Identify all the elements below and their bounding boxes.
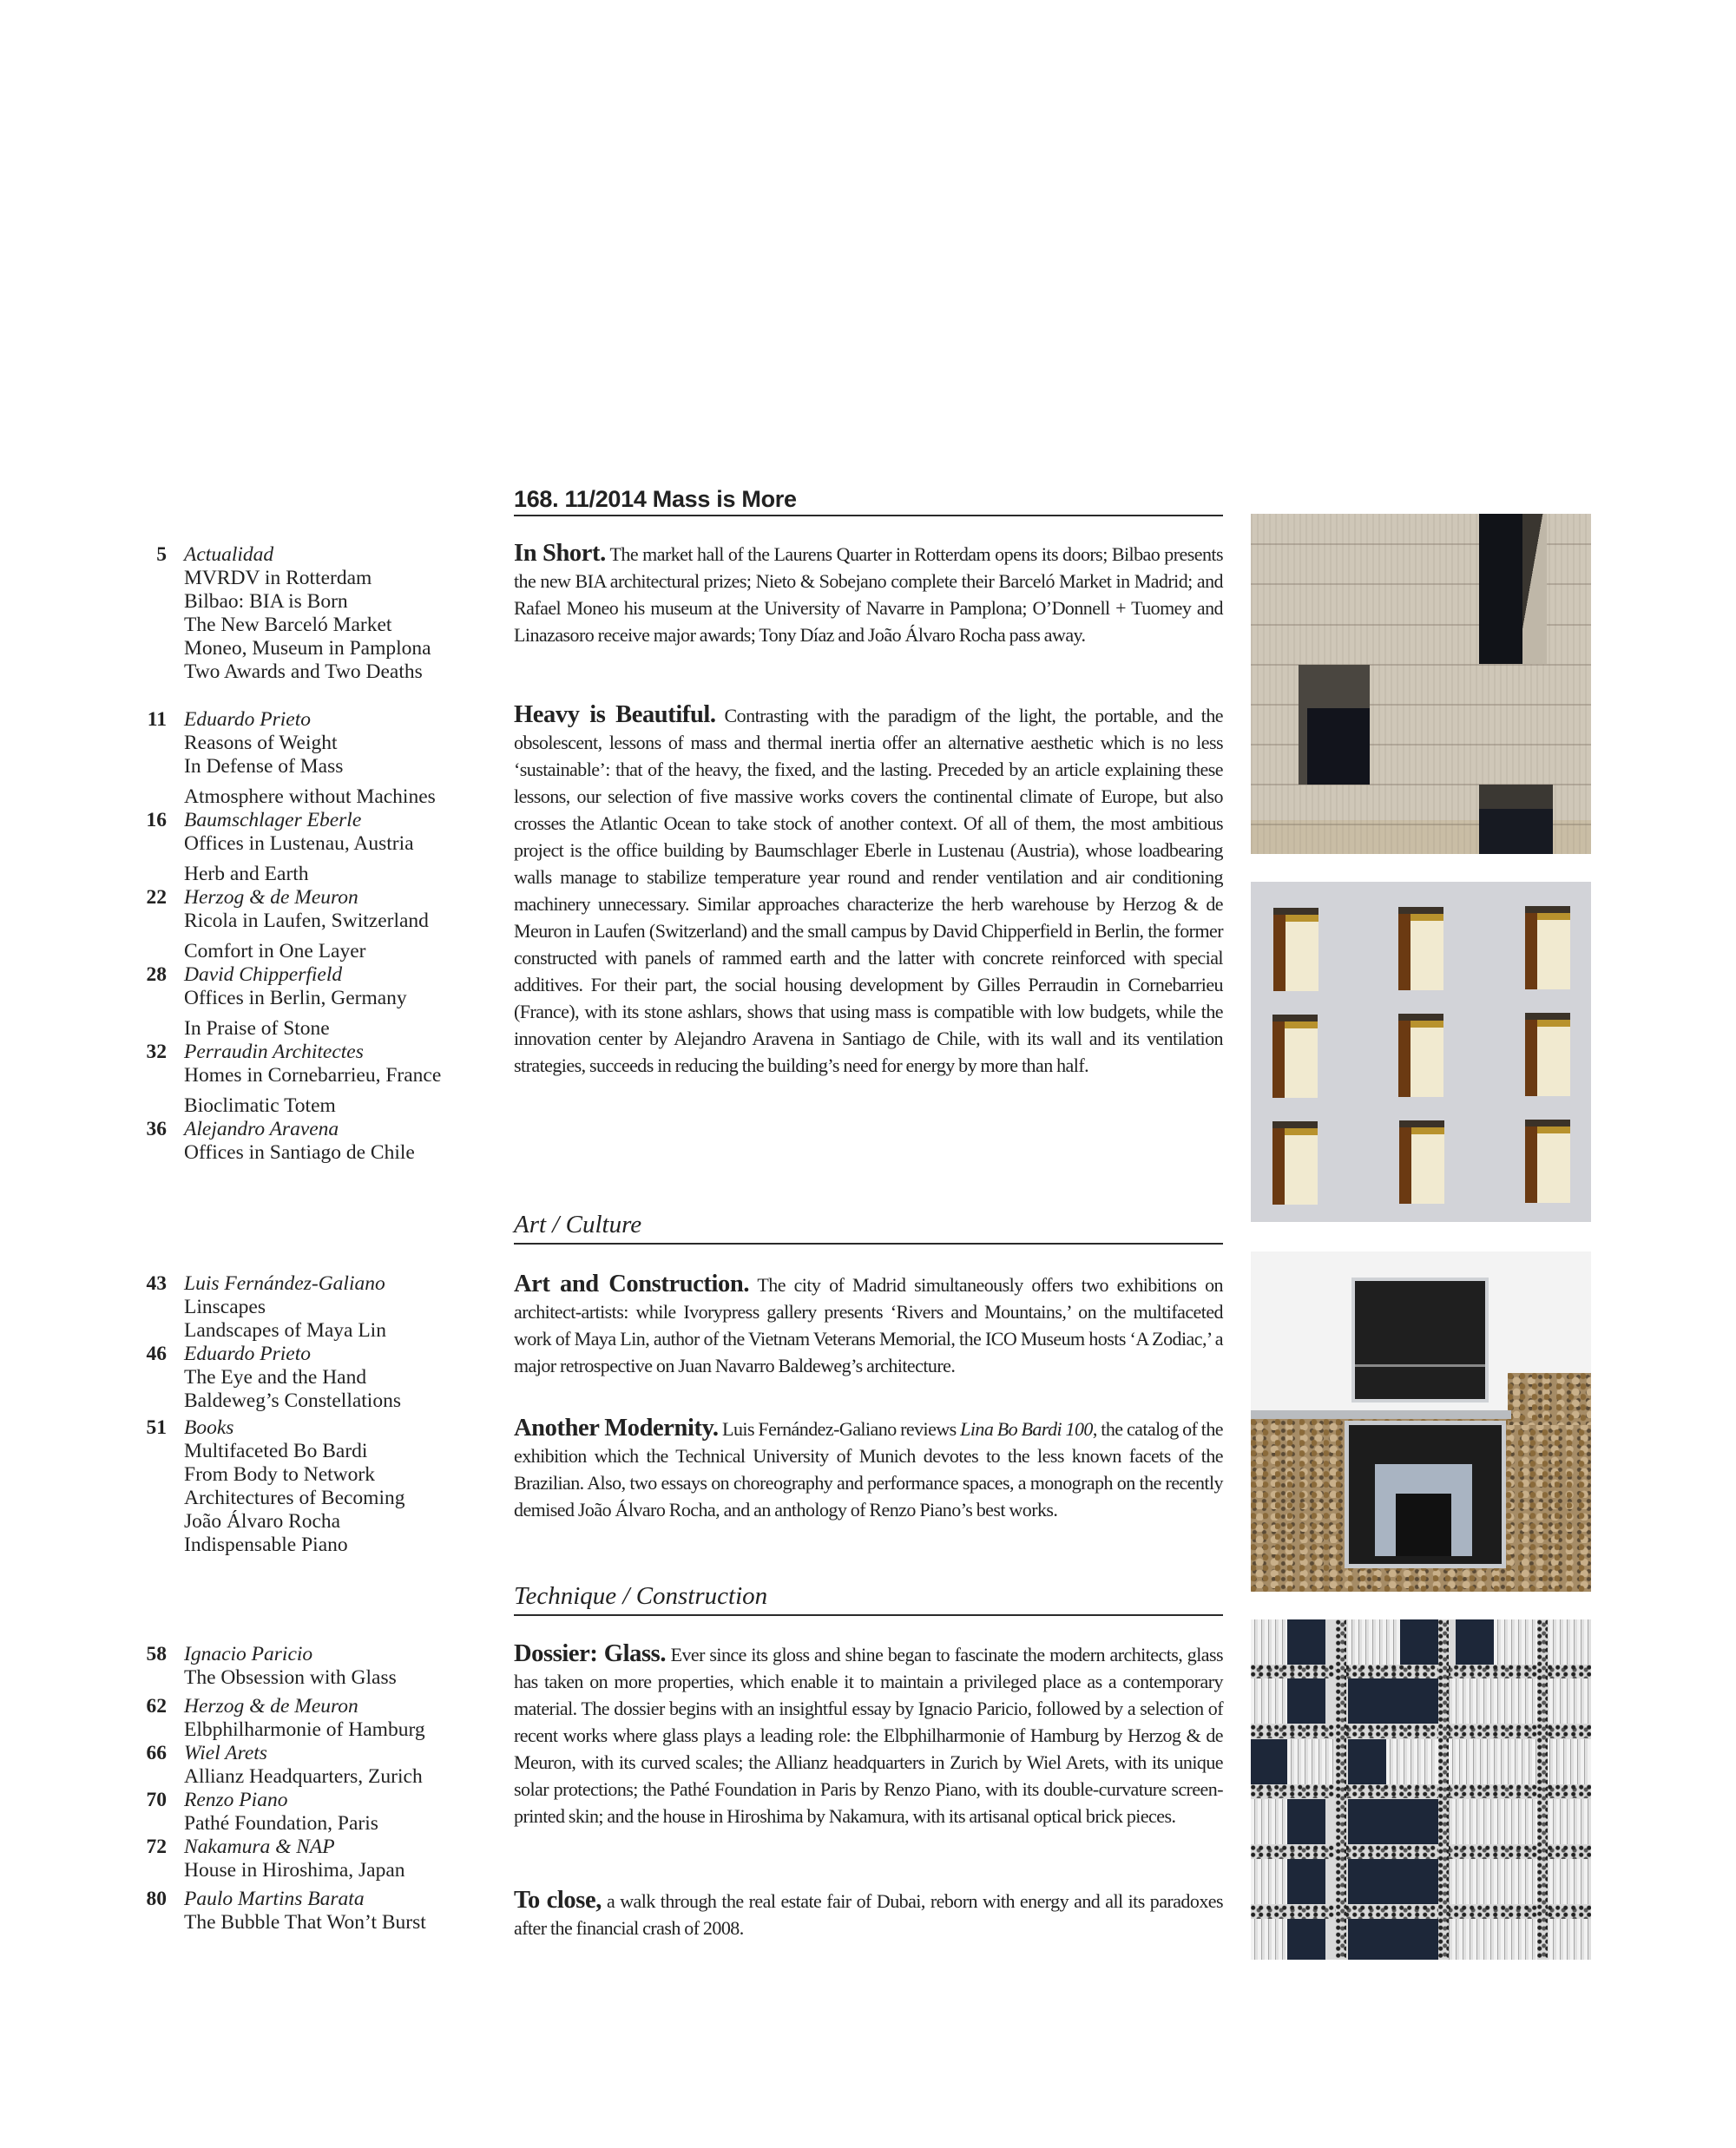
paragraph-lead: In Short. [514, 540, 606, 567]
paragraph-body: Contrasting with the paradigm of the light, the portable, and the obsolescent, lessons of mass and thermal inertia offer an alternative aesthetic which is no less ‘sustainable’: that of the heavy, the fixed, and the lasting. Preceded by an article explaining these lessons, our selection of five massive works covers the continental climate of Europe, but also crosses the Atlantic Ocean to take stock of another context. Of all of them, the most ambitious project is the office building by Baumschlager Eberle in Lustenau (Austria), whose loadbearing walls manage to stabilize temperature year round and render ventilation and air conditioning machinery unnecessary. Similar approaches characterize the herb warehouse by Herzog & de Meuron in Laufen (Switzerland) and the small campus by David Chipperfield in Berlin, the former constructed with panels of rammed earth and the latter with concrete reinforced with special additives. For their part, the social housing development by Gilles Perraudin in Cornebarrieu (France), with its stone ashlars, shows that using mass is compatible with low budgets, while the innovation center by Alejandro Aravena in Santiago de Chile, with its wall and its ventilation strategies, succeeds in reducing the building’s need for energy by more than half. [514, 705, 1224, 1076]
toc-author: Eduardo Prieto [184, 1343, 311, 1365]
toc-title: MVRDV in Rotterdam [184, 567, 372, 589]
paragraph-body: Luis Fernández-Galiano reviews [718, 1418, 961, 1440]
paragraph-art-and-construction [514, 1271, 1223, 1379]
page-number: 36 [146, 1118, 167, 1140]
toc-entry [130, 1742, 486, 1789]
toc-title: Multifaceted Bo Bardi [184, 1440, 368, 1462]
toc-author: Wiel Arets [184, 1742, 267, 1764]
toc-author: David Chipperfield [184, 963, 343, 986]
page-number: 72 [146, 1836, 167, 1858]
paragraph-lead: Dossier: Glass. [514, 1640, 667, 1667]
toc-group-art-culture [130, 1272, 486, 1557]
page-number: 11 [147, 708, 167, 731]
toc-title: House in Hiroshima, Japan [184, 1859, 405, 1882]
toc-title: Allianz Headquarters, Zurich [184, 1765, 423, 1788]
toc-author: Eduardo Prieto [184, 708, 311, 731]
page-number: 66 [146, 1742, 167, 1764]
paragraph-dossier-glass [514, 1640, 1223, 1829]
paragraph-body: The market hall of the Laurens Quarter in Rotterdam opens its doors; Bilbao presents the new BIA architectural prizes; Nieto & Sobejano complete their Barceló Market in Madrid; and Rafael Moneo his museum at the University of Navarre in Pamplona; O’Donnell + Tuomey and Linazasoro receive major awards; Tony Díaz and João Álvaro Rocha pass away. [514, 543, 1223, 646]
toc-entry [130, 1789, 486, 1836]
page-number: 70 [146, 1789, 167, 1811]
toc-title: Elbphilharmonie of Hamburg [184, 1718, 425, 1741]
toc-title: From Body to Network [184, 1463, 375, 1486]
page-number: 28 [146, 963, 167, 986]
toc-title: Landscapes of Maya Lin [184, 1319, 386, 1342]
toc-title: The Eye and the Hand [184, 1366, 367, 1389]
paragraph-body: The city of Madrid simultaneously offers two exhibitions on architect-artists: while Ivorypress gallery presents ‘Rivers and Mountains,’ on the multifaceted work of Maya Lin, author of the Vietnam Veterans Memorial, the ICO Museum hosts ‘A Zodiac,’ a major retrospective on Juan Navarro Baldeweg’s architecture. [514, 1274, 1223, 1376]
paragraph-lead: Heavy is Beautiful. [514, 701, 716, 728]
toc-entry [130, 1416, 486, 1557]
toc-entry [130, 1888, 486, 1935]
toc-title: Bilbao: BIA is Born [184, 590, 348, 613]
page-number: 51 [146, 1416, 167, 1439]
page-number: 22 [146, 886, 167, 909]
toc-subtitle: Offices in Lustenau, Austria [184, 832, 414, 855]
paragraph-to-close [514, 1887, 1223, 1941]
toc-title: In Defense of Mass [184, 755, 344, 778]
toc-title: The New Barceló Market [184, 614, 392, 636]
toc-subtitle: Offices in Berlin, Germany [184, 987, 407, 1009]
toc-entry [130, 1094, 486, 1165]
paragraph-body: Ever since its gloss and shine began to fascinate the modern architects, glass has taken on more properties, which enable it to maintain a privileged place as a contemporary material. The dossier begins with an insightful essay by Ignacio Paricio, followed by a selection of recent works where glass plays a leading role: the Elbphilharmonie of Hamburg by Herzog & de Meuron, with its curved scales; the Allianz headquarters in Zurich by Wiel Arets, with its unique solar protections; the Pathé Foundation in Paris by Renzo Piano, with its double-curvature screen-printed skin; and the house in Hiroshima by Nakamura, with its artisanal optical brick pieces. [514, 1644, 1224, 1827]
toc-author: Herzog & de Meuron [184, 886, 358, 909]
toc-entry [130, 1836, 486, 1882]
toc-author: Alejandro Aravena [184, 1118, 339, 1140]
toc-entry [130, 785, 486, 856]
toc-entry [130, 1695, 486, 1742]
stone-wall-window-photo [1251, 1251, 1591, 1592]
toc-author: Renzo Piano [184, 1789, 288, 1811]
toc-entry [130, 708, 486, 778]
issue-header: 168. 11/2014 Mass is More [514, 486, 1223, 516]
toc-author: Ignacio Paricio [184, 1643, 313, 1665]
toc-entry [130, 1343, 486, 1413]
toc-subtitle: Offices in Santiago de Chile [184, 1141, 415, 1164]
glass-grid-facade-photo [1251, 1619, 1591, 1960]
toc-author: Books [184, 1416, 234, 1439]
toc-group-mass [130, 708, 486, 1165]
paragraph-another-modernity [514, 1415, 1223, 1523]
paragraph-lead: Another Modernity. [514, 1415, 719, 1442]
toc-title: Two Awards and Two Deaths [184, 660, 423, 683]
toc-subtitle: Ricola in Laufen, Switzerland [184, 910, 429, 932]
paragraph-in-short [514, 540, 1223, 648]
page-number: 62 [146, 1695, 167, 1718]
section-heading-art-culture: Art / Culture [514, 1210, 1223, 1245]
toc-author: Perraudin Architectes [184, 1041, 364, 1063]
paragraph-lead: Art and Construction. [514, 1271, 750, 1297]
page-number: 80 [146, 1888, 167, 1910]
toc-entry [130, 1272, 486, 1343]
toc-author: Nakamura & NAP [184, 1836, 335, 1858]
toc-entry [130, 1017, 486, 1087]
toc-title: In Praise of Stone [184, 1017, 330, 1040]
toc-title: Baldeweg’s Constellations [184, 1389, 401, 1412]
paragraph-body: , the catalog of the exhibition which the Technical University of Munich devotes to the less known facets of the Brazilian. Also, two essays on choreography and performance spaces, a monograph on the recently demised João Álvaro Rocha, and an anthology of Renzo Piano’s best works. [514, 1418, 1223, 1521]
toc-title: Linscapes [184, 1296, 266, 1318]
toc-author: Actualidad [184, 543, 274, 566]
toc-entry [130, 940, 486, 1010]
toc-title: João Álvaro Rocha [184, 1510, 341, 1533]
page-number: 58 [146, 1643, 167, 1665]
paragraph-lead: To close, [514, 1887, 602, 1914]
toc-title: Pathé Foundation, Paris [184, 1812, 378, 1835]
toc-author: Baumschlager Eberle [184, 809, 362, 831]
toc-author: Paulo Martins Barata [184, 1888, 365, 1910]
toc-title: Atmosphere without Machines [184, 785, 436, 808]
page-number: 32 [146, 1041, 167, 1063]
toc-entry [130, 863, 486, 933]
page-number: 43 [146, 1272, 167, 1295]
toc-title: Indispensable Piano [184, 1534, 348, 1556]
paragraph-body: a walk through the real estate fair of Dubai, reborn with energy and all its paradoxes after the financial crash of 2008. [514, 1890, 1224, 1939]
toc-title: Bioclimatic Totem [184, 1094, 336, 1117]
page-number: 46 [146, 1343, 167, 1365]
white-facade-windows-photo [1251, 882, 1591, 1222]
toc-author: Luis Fernández-Galiano [184, 1272, 385, 1295]
toc-title: Moneo, Museum in Pamplona [184, 637, 431, 660]
page-number: 16 [146, 809, 167, 831]
toc-title: Reasons of Weight [184, 732, 338, 754]
toc-author: Herzog & de Meuron [184, 1695, 358, 1718]
concrete-facade-photo [1251, 514, 1591, 854]
toc-entry [130, 1643, 486, 1690]
toc-group-news [130, 543, 486, 684]
page-number: 5 [156, 543, 167, 566]
toc-subtitle: Homes in Cornebarrieu, France [184, 1064, 442, 1087]
toc-group-technique [130, 1643, 486, 1935]
toc-title: Comfort in One Layer [184, 940, 366, 962]
toc-entry [130, 543, 486, 684]
book-title: Lina Bo Bardi 100 [960, 1418, 1093, 1440]
paragraph-heavy-is-beautiful [514, 701, 1223, 1079]
section-heading-technique-construction: Technique / Construction [514, 1581, 1223, 1616]
toc-title: The Bubble That Won’t Burst [184, 1911, 426, 1934]
toc-title: The Obsession with Glass [184, 1666, 397, 1689]
toc-title: Herb and Earth [184, 863, 309, 885]
toc-title: Architectures of Becoming [184, 1487, 405, 1509]
